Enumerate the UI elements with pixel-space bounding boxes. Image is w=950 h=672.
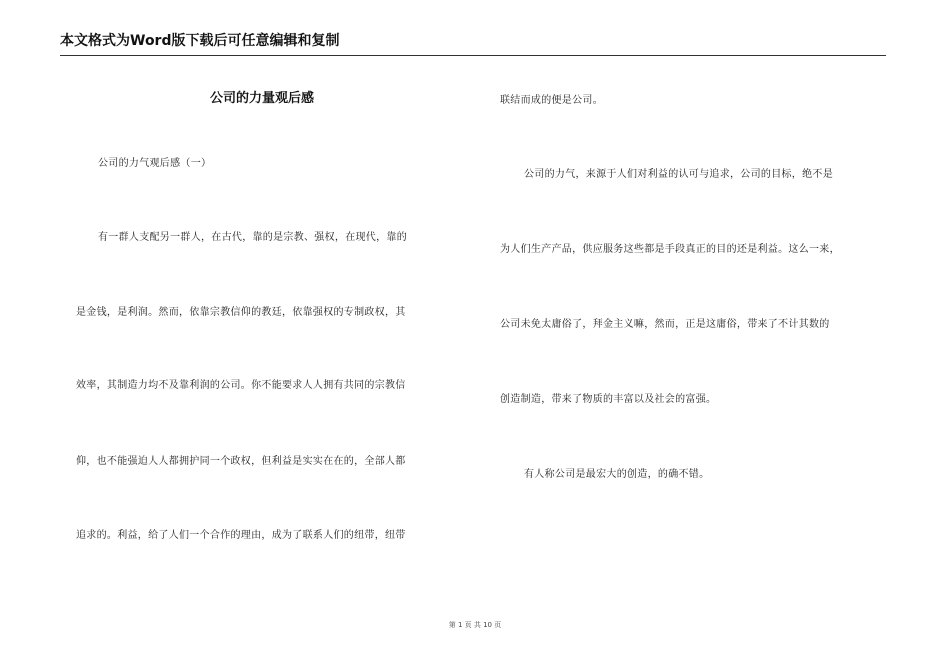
paragraph-line: 有一群人支配另一群人，在古代，靠的是宗教、强权，在现代，靠的: [98, 232, 407, 243]
document-title: 公司的力量观后感: [210, 91, 315, 106]
paragraph-line: 公司未免太庸俗了，拜金主义嘛，然而，正是这庸俗，带来了不计其数的: [500, 319, 830, 330]
paragraph-line: 公司的力气观后感（一）: [98, 158, 212, 169]
paragraph-line: 是金钱，是利润。然而，依靠宗教信仰的教廷，依靠强权的专制政权，其: [76, 307, 406, 318]
paragraph-line: 效率，其制造力均不及靠利润的公司。你不能要求人人拥有共同的宗教信: [76, 380, 406, 391]
paragraph-line: 有人称公司是最宏大的创造，的确不错。: [524, 469, 710, 480]
page-number: 第 1 页 共 10 页: [448, 621, 502, 629]
paragraph-line: 追求的。利益，给了人们一个合作的理由，成为了联系人们的纽带，纽带: [76, 530, 406, 541]
paragraph-line: 为人们生产产品，供应服务这些都是手段真正的目的还是利益。这么一来，: [500, 244, 840, 255]
page-header: [60, 31, 886, 56]
paragraph-line: 创造制造，带来了物质的丰富以及社会的富强。: [500, 394, 717, 405]
paragraph-line: 仰，也不能强迫人人都拥护同一个政权，但利益是实实在在的，全部人都: [76, 456, 406, 467]
header-text: 本文格式为Word版下载后可任意编辑和复制: [60, 33, 340, 49]
paragraph-line: 公司的力气，来源于人们对利益的认可与追求，公司的目标，绝不是: [524, 169, 833, 180]
paragraph-line: 联结而成的便是公司。: [500, 95, 603, 106]
